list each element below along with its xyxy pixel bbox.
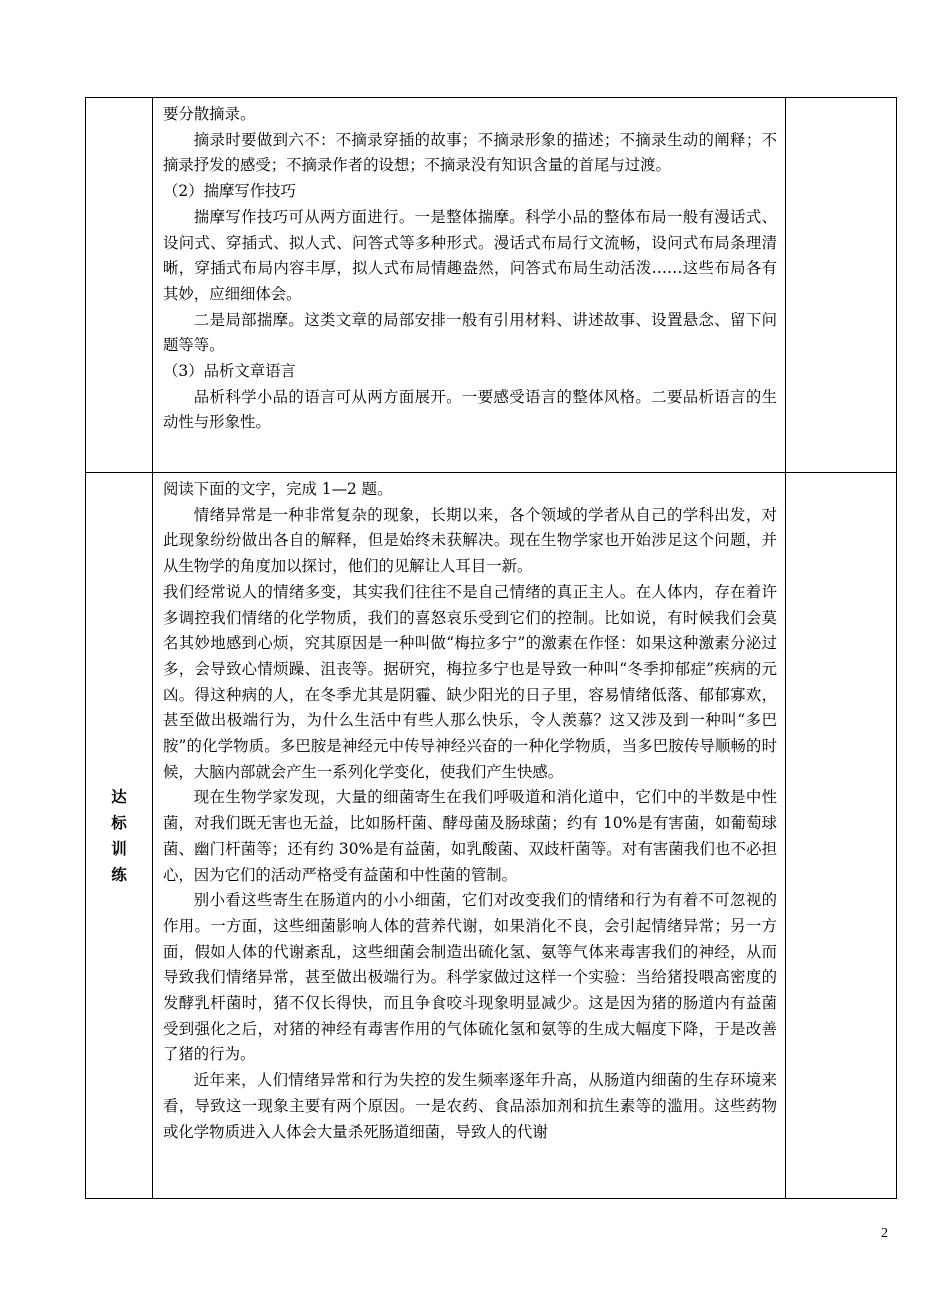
- table-row-exercise: [86, 473, 896, 1198]
- paragraph: 摘录时要做到六不：不摘录穿插的故事；不摘录形象的描述；不摘录生动的阐释；不摘录抒发的感受；不摘录作者的设想；不摘录没有知识含量的首尾与过渡。: [163, 130, 777, 175]
- row-label: [86, 473, 153, 1198]
- paragraph: 近年来，人们情绪异常和行为失控的发生频率逐年升高，从肠道内细菌的生存环境来看，导致这一现象主要有两个原因。一是农药、食品添加剂和抗生素等的滥用。这些药物或化学物质进入人体会大量杀死肠道细菌，导致人的代谢: [163, 1071, 777, 1141]
- paragraph: 品析科学小品的语言可从两方面展开。一要感受语言的整体风格。二要品析语言的生动性与形象性。: [163, 387, 777, 432]
- row-label-empty: [86, 98, 153, 472]
- paragraph: 我们经常说人的情绪多变，其实我们往往不是自己情绪的真正主人。在人体内，存在着许多调控我们情绪的化学物质，我们的喜怒哀乐受到它们的控制。比如说，有时候我们会莫名其妙地感到心烦，究其原因是一种叫做“梅拉多宁”的激素在作怪：如果这种激素分泌过多，会导致心情烦躁、沮丧等。据研究，梅拉多宁也是导致一种叫“冬季抑郁症”疾病的元凶。得这种病的人，在冬季尤其是阴霾、缺少阳光的日子里，容易情绪低落、郁郁寡欢，甚至做出极端行为，为什么生活中有些人那么快乐，令人羡慕？这又涉及到一种叫“多巴胺”的化学物质。多巴胺是神经元中传导神经兴奋的一种化学物质，当多巴胺传导顺畅的时候，大脑内部就会产生一系列化学变化，使我们产生快感。: [163, 582, 777, 781]
- content-table: [85, 97, 897, 1199]
- subheading: （3）品析文章语言: [163, 362, 296, 381]
- table-row-method: [86, 98, 896, 473]
- paragraph: 别小看这些寄生在肠道内的小小细菌，它们对改变我们的情绪和行为有着不可忽视的作用。一方面，这些细菌影响人体的营养代谢，如果消化不良，会引起情绪异常；另一方面，假如人体的代谢紊乱，这些细菌会制造出硫化氢、氨等气体来毒害我们的神经，从而导致我们情绪异常，甚至做出极端行为。科学家做过这样一个实验：当给猪投喂高密度的发酵乳杆菌时，猪不仅长得快，而且争食咬斗现象明显减少。这是因为猪的肠道内有益菌受到强化之后，对猪的神经有毒害作用的气体硫化氢和氨等的生成大幅度下降，于是改善了猪的行为。: [163, 891, 777, 1064]
- notes-column: [786, 98, 896, 472]
- exercise-content: [153, 473, 786, 1198]
- paragraph: 二是局部揣摩。这类文章的局部安排一般有引用材料、讲述故事、设置悬念、留下问题等等。: [163, 310, 777, 355]
- paragraph: 现在生物学家发现，大量的细菌寄生在我们呼吸道和消化道中，它们中的半数是中性菌，对我们既无害也无益，比如肠杆菌、酵母菌及肠球菌；约有 10%是有害菌，如葡萄球菌、幽门杆菌等；还有约 30%是有益菌，如乳酸菌、双歧杆菌等。对有害菌我们也不必担心，因为它们的活动严格受有益菌和中性菌的管制。: [163, 788, 777, 884]
- section-label: 达 标 训 练: [111, 787, 127, 884]
- page-number: 2: [881, 1226, 888, 1241]
- question-instruction: 阅读下面的文字，完成 1—2 题。: [163, 480, 393, 498]
- notes-column: [786, 473, 896, 1198]
- paragraph: 情绪异常是一种非常复杂的现象，长期以来，各个领域的学者从自己的学科出发，对此现象纷纷做出各自的解释，但是始终未获解决。现在生物学家也开始涉足这个问题，并从生物学的角度加以探讨，他们的见解让人耳目一新。: [163, 505, 777, 576]
- subheading: （2）揣摩写作技巧: [163, 182, 296, 201]
- method-content: [153, 98, 786, 472]
- paragraph: 要分散摘录。: [163, 105, 256, 123]
- paragraph: 揣摩写作技巧可从两方面进行。一是整体揣摩。科学小品的整体布局一般有漫话式、设问式、穿插式、拟人式、问答式等多种形式。漫话式布局行文流畅，设问式布局条理清晰，穿插式布局内容丰厚，拟人式布局情趣盎然，问答式布局生动活泼……这些布局各有其妙，应细细体会。: [163, 207, 777, 303]
